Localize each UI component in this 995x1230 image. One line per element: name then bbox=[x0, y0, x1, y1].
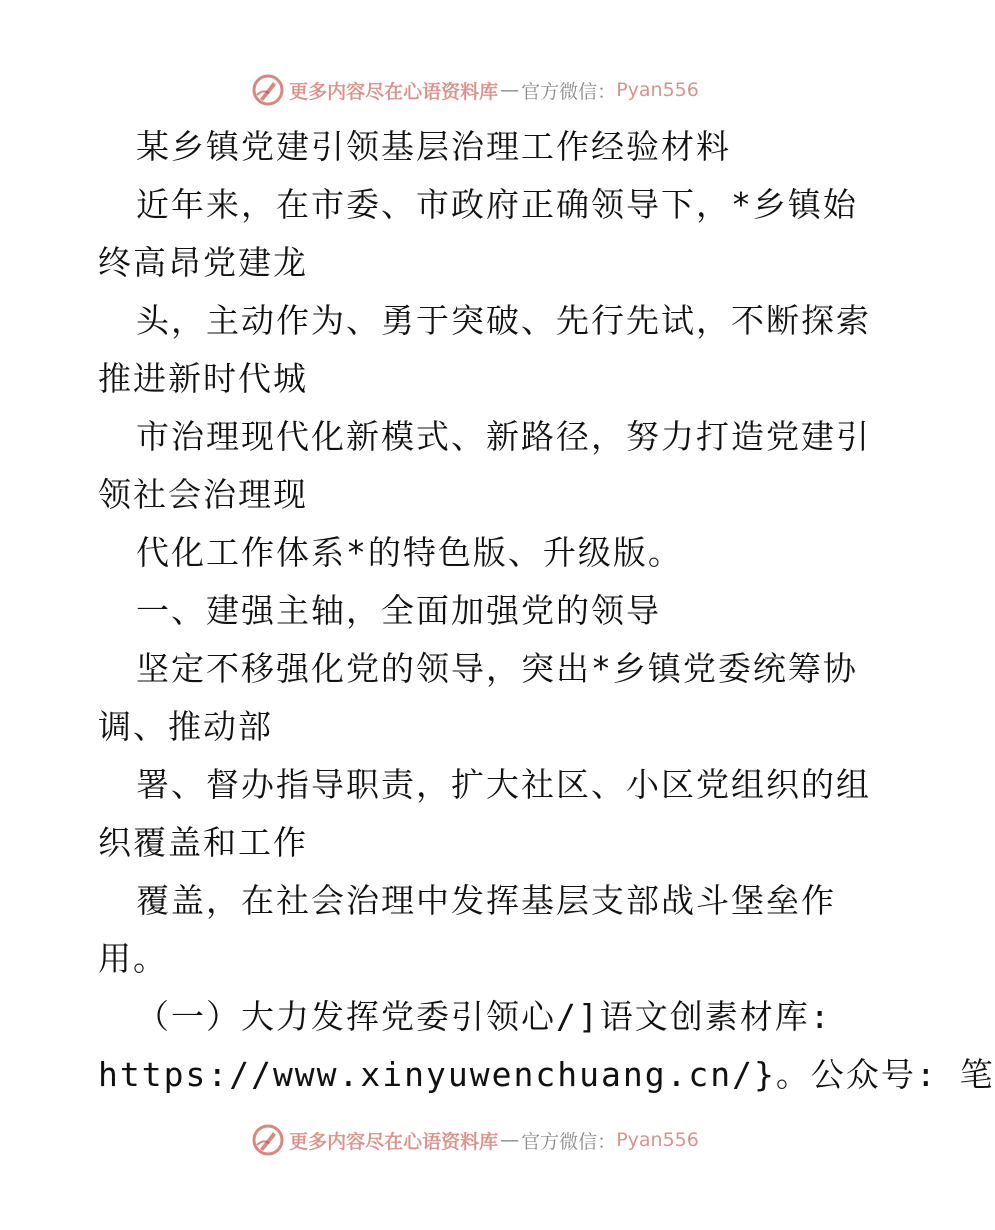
document-line: https://www.xinyuwenchuang.cn/}。公众号: 笔 bbox=[98, 1055, 995, 1094]
document-line: 某乡镇党建引领基层治理工作经验材料 bbox=[136, 127, 731, 166]
document-line: 终高昂党建龙 bbox=[98, 243, 308, 282]
watermark-id: Pyan556 bbox=[616, 79, 699, 101]
watermark-sub: 官方微信： bbox=[521, 1130, 617, 1153]
watermark-id: Pyan556 bbox=[616, 1129, 699, 1151]
document-line: 调、推动部 bbox=[98, 707, 273, 746]
watermark-dash: — bbox=[500, 1129, 520, 1151]
document-body bbox=[98, 118, 995, 1104]
watermark-sub: 官方微信： bbox=[521, 80, 617, 103]
document-line: 一、建强主轴，全面加强党的领导 bbox=[136, 591, 661, 630]
document-line: 推进新时代城 bbox=[98, 359, 308, 398]
document-line: 用。 bbox=[98, 939, 168, 978]
quill-logo-icon bbox=[251, 73, 285, 107]
watermark-text: 更多内容尽在心语资料库 bbox=[289, 80, 499, 103]
document-line: 近年来，在市委、市政府正确领导下，*乡镇始 bbox=[136, 185, 858, 224]
watermark-text: 更多内容尽在心语资料库 bbox=[289, 1130, 499, 1153]
watermark-dash: — bbox=[500, 79, 520, 101]
document-line: 领社会治理现 bbox=[98, 475, 308, 514]
document-line: 覆盖，在社会治理中发挥基层支部战斗堡垒作 bbox=[136, 881, 836, 920]
document-line: 头，主动作为、勇于突破、先行先试，不断探索 bbox=[136, 301, 871, 340]
document-line: 署、督办指导职责，扩大社区、小区党组织的组 bbox=[136, 765, 871, 804]
document-line: 代化工作体系*的特色版、升级版。 bbox=[136, 533, 683, 572]
document-line: 织覆盖和工作 bbox=[98, 823, 308, 862]
quill-logo-icon bbox=[251, 1123, 285, 1157]
document-line: 市治理现代化新模式、新路径，努力打造党建引 bbox=[136, 417, 871, 456]
watermark-header bbox=[0, 70, 950, 110]
document-line: （一）大力发挥党委引领心/]语文创素材库: bbox=[136, 997, 832, 1036]
watermark-footer bbox=[0, 1120, 950, 1160]
document-line: 坚定不移强化党的领导，突出*乡镇党委统筹协 bbox=[136, 649, 858, 688]
